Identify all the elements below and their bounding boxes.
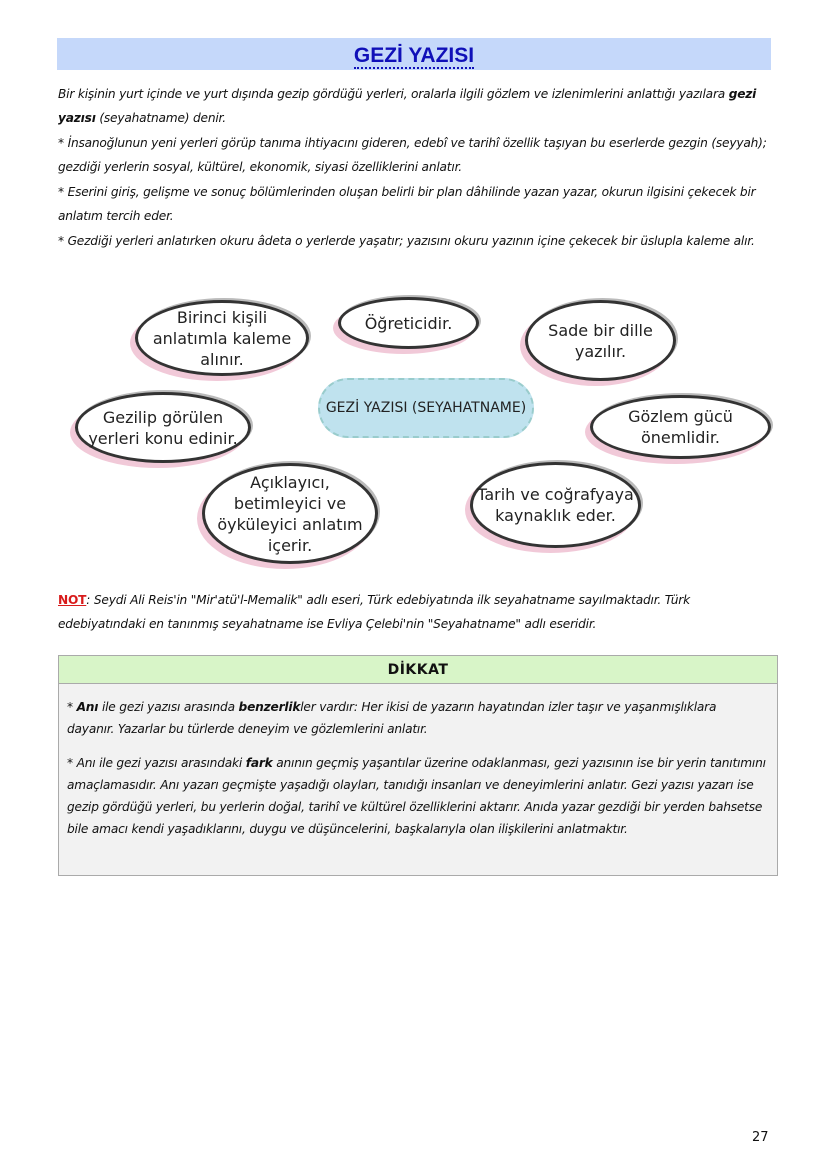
note-paragraph [58,588,768,636]
dikkat-paragraph [67,752,767,840]
bullet-paragraph: * Eserini giriş, gelişme ve sonuç bölümlerinden oluşan belirli bir plan dâhilinde yazan yazar, okurun ilgisini çekecek bir anlatım tercih eder. [58,185,756,223]
text: anının geçmiş yaşantılar üzerine odaklanması, gezi yazısının ise bir yerin tanıtımını amaçlamasıdır. Anı yazarı geçmişte yaşadığı olayları, tanıdığı insanları ve deneyimlerini anlatır. Gezi yazısı yazarı ise gezip gördüğü yerleri, bu yerlerin doğal, tarihî ve kültürel özelliklerini aktarır. Anıda yazar gezdiği bir yerden bahsetse bile amacı kendi yaşadıklarını, duygu ve düşüncelerini, başkalarıyla olan ilişkilerini anlatmaktır. [67,756,766,836]
bubble: Tarih ve coğrafyaya kaynaklık eder. [470,462,641,548]
bold-term: gezi yazısı [58,87,757,125]
bubble: Gezilip görülen yerleri konu edinir. [75,392,251,463]
bullet-paragraph: * Gezdiği yerleri anlatırken okuru âdeta o yerlerde yaşatır; yazısını okuru yazının içine çekecek bir üslupla kaleme alır. [58,234,755,248]
text: (seyahatname) denir. [95,111,226,125]
bold-term: Anı [76,700,99,714]
dikkat-paragraph [67,696,767,740]
text: ler vardır: Her ikisi de yazarın hayatından izler taşır ve yaşanmışlıklara dayanır. Yazarlar bu türlerde deneyim ve gözlemlerini anlatır. [67,700,717,736]
bubble: Gözlem gücü önemlidir. [590,395,771,459]
bullet-paragraph: * İnsanoğlunun yeni yerleri görüp tanıma ihtiyacını gideren, edebî ve tarihî özellik taşıyan bu eserlerde gezgin (seyyah); gezdiği yerlerin sosyal, kültürel, ekonomik, siyasi özelliklerini anlatır. [58,136,767,174]
page-title: GEZİ YAZISI [353,44,475,67]
text: * [67,700,77,714]
text: * Anı ile gezi yazısı arasındaki [67,756,246,770]
title-bar [57,38,771,70]
note-text: : Seydi Ali Reis'in "Mir'atü'l-Memalik" adlı eseri, Türk edebiyatında ilk seyahatname sayılmaktadır. Türk edebiyatındaki en tanınmış seyahatname ise Evliya Çelebi'nin "Seyahatname" adlı eseridir. [58,593,690,631]
page-number: 27 [752,1130,769,1145]
text: Bir kişinin yurt içinde ve yurt dışında gezip gördüğü yerleri, oralarla ilgili gözlem ve izlenimlerini anlattığı yazılara [58,87,729,101]
dikkat-box [58,655,778,876]
text: ile gezi yazısı arasında [98,700,239,714]
intro-paragraph [58,82,768,130]
dikkat-title: DİKKAT [59,656,777,684]
note-label: NOT [58,593,87,607]
bold-term: fark [245,756,273,770]
bubble: Birinci kişili anlatımla kaleme alınır. [135,300,309,376]
bubble: Açıklayıcı, betimleyici ve öyküleyici anlatım içerir. [202,463,378,564]
bubble: Öğreticidir. [338,297,479,349]
bubble: Sade bir dille yazılır. [525,300,676,381]
center-cloud: GEZİ YAZISI (SEYAHATNAME) [318,378,534,438]
bold-term: benzerlik [238,700,301,714]
